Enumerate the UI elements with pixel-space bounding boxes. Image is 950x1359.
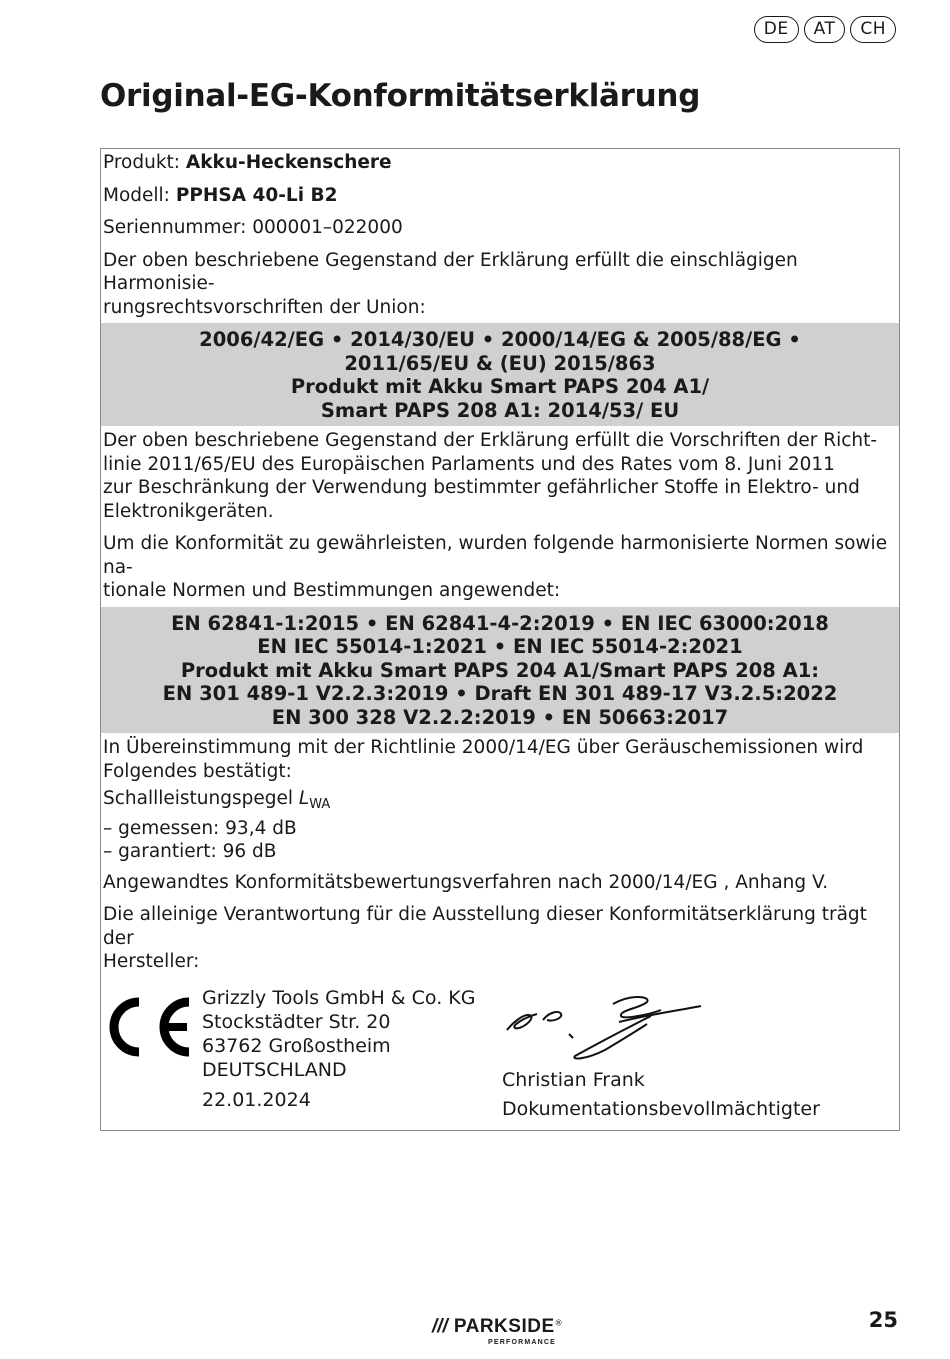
signer-role: Dokumentationsbevollmächtigter: [502, 1097, 820, 1120]
signature-block: [101, 980, 899, 1130]
noise-values: [101, 787, 899, 864]
language-badge-at: AT: [804, 16, 846, 43]
measured-value: – gemessen: 93,4 dB: [103, 817, 297, 839]
union-statement-line: rungsrechtsvorschriften der Union:: [103, 296, 426, 318]
manufacturer-name: Grizzly Tools GmbH & Co. KG: [202, 986, 476, 1009]
rohs-statement: [101, 429, 899, 523]
language-badge-ch: CH: [850, 16, 896, 43]
union-statement: [101, 249, 899, 320]
standards-statement-line: tionale Normen und Bestimmungen angewendet:: [103, 580, 561, 601]
sound-power-level: [103, 787, 895, 817]
manufacturer-street: Stockstädter Str. 20: [202, 1010, 391, 1033]
directives-line: 2011/65/EU & (EU) 2015/863: [344, 351, 656, 375]
brand-logo: [432, 1316, 563, 1346]
rohs-statement-line: linie 2011/65/EU des Europäischen Parlaments und des Rates vom 8. Juni 2011: [103, 453, 835, 475]
signer-name: Christian Frank: [502, 1068, 645, 1091]
rohs-statement-line: Elektronikgeräten.: [103, 500, 274, 522]
manufacturer-city: 63762 Großostheim: [202, 1034, 391, 1057]
page-title: Original-EG-Konformitätserklärung: [100, 78, 701, 114]
standards-line: EN 300 328 V2.2.2:2019 • EN 50663:2017: [271, 705, 729, 729]
noise-intro: [101, 736, 899, 783]
page-number: 25: [868, 1308, 898, 1332]
rohs-statement-line: Der oben beschriebene Gegenstand der Erklärung erfüllt die Vorschriften der Richt-: [103, 430, 878, 451]
responsibility-text: [101, 903, 899, 974]
product-row: [101, 151, 899, 175]
logo-registered-mark: ®: [554, 1318, 563, 1328]
manufacturer-address: [202, 986, 475, 1112]
noise-intro-line: Folgendes bestätigt:: [103, 760, 292, 782]
sound-power-subscript: WA: [309, 797, 331, 812]
serial-number: Seriennummer: 000001–022000: [103, 217, 403, 238]
logo-subtitle: PERFORMANCE: [488, 1339, 557, 1346]
model-label: Modell:: [103, 184, 170, 206]
standards-line: Produkt mit Akku Smart PAPS 204 A1/Smart PAPS 208 A1:: [180, 658, 820, 682]
standards-line: EN 62841-1:2015 • EN 62841-4-2:2019 • EN IEC 63000:2018: [171, 611, 829, 635]
manufacturer-country: DEUTSCHLAND: [202, 1058, 347, 1081]
sound-power-label: Schallleistungspegel: [103, 788, 299, 809]
language-badges: [754, 16, 896, 43]
directives-line: Smart PAPS 208 A1: 2014/53/ EU: [320, 398, 680, 422]
union-statement-line: Der oben beschriebene Gegenstand der Erklärung erfüllt die einschlägigen Harmonisie-: [103, 249, 798, 294]
signer-info: [502, 1066, 820, 1124]
language-badge-de: DE: [754, 16, 799, 43]
directives-line: Produkt mit Akku Smart PAPS 204 A1/: [290, 375, 710, 398]
standards-statement: [101, 532, 899, 603]
declaration-date: 22.01.2024: [202, 1088, 311, 1111]
model-row: [101, 184, 899, 208]
responsibility-line: Die alleinige Verantwortung für die Ausstellung dieser Konformitätserklärung trägt der: [103, 904, 867, 949]
standards-statement-line: Um die Konformität zu gewährleisten, wurden folgende harmonisierte Normen sowie na-: [103, 533, 888, 578]
logo-text: PARKSIDE: [453, 1316, 555, 1337]
sound-power-symbol: L: [298, 788, 310, 809]
product-value: Akku-Heckenschere: [185, 152, 392, 173]
model-value: PPHSA 40-Li B2: [175, 184, 338, 206]
standards-box: [101, 607, 899, 734]
declaration-frame: [100, 148, 900, 1131]
ce-mark-icon: [103, 996, 193, 1058]
standards-line: EN IEC 55014-1:2021 • EN IEC 55014-2:2021: [257, 635, 743, 658]
signature-image: [501, 990, 711, 1065]
guaranteed-value: – garantiert: 96 dB: [103, 841, 277, 862]
standards-line: EN 301 489-1 V2.2.3:2019 • Draft EN 301 489-17 V3.2.5:2022: [162, 682, 838, 705]
logo-slashes: ///: [432, 1316, 448, 1337]
noise-intro-line: In Übereinstimmung mit der Richtlinie 2000/14/EG über Geräuschemissionen wird: [103, 737, 864, 758]
procedure-text: Angewandtes Konformitätsbewertungsverfahren nach 2000/14/EG , Anhang V.: [103, 871, 829, 893]
responsibility-line: Hersteller:: [103, 951, 200, 972]
rohs-statement-line: zur Beschränkung der Verwendung bestimmter gefährlicher Stoffe in Elektro- und: [103, 477, 860, 498]
product-label: Produkt:: [103, 152, 181, 173]
directives-line: 2006/42/EG • 2014/30/EU • 2000/14/EG & 2005/88/EG •: [199, 328, 801, 351]
directives-box: [101, 323, 899, 426]
